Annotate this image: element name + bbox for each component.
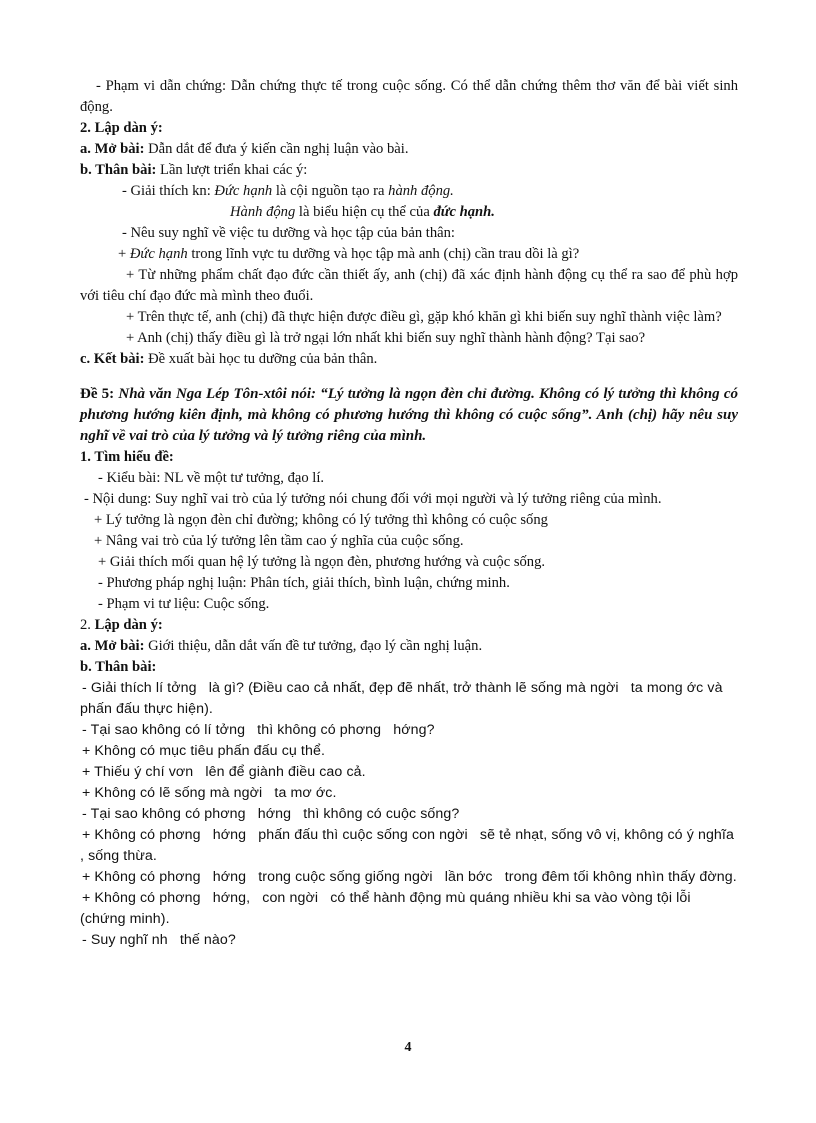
text-line: - Tại sao không có phơng hớng thì không có cuộc sống? bbox=[82, 806, 460, 822]
text-line bbox=[80, 160, 738, 181]
text-run: Đức hạnh bbox=[129, 246, 188, 262]
text-line: - Nội dung: Suy nghĩ vai trò của lý tưởng nói chung đối với mọi người và lý tưởng riêng của mình. bbox=[84, 491, 662, 507]
text-line: - Phạm vi dẫn chứng: Dẫn chứng thực tế trong cuộc sống. Có thể dẫn chứng thêm thơ văn để bài viết sinh động. bbox=[80, 78, 738, 115]
text-run: trong lĩnh vực tu dưỡng và học tập mà anh (chị) cần trau dồi là gì? bbox=[187, 246, 580, 262]
question-title bbox=[80, 384, 738, 447]
text-line bbox=[80, 636, 738, 657]
section-heading: 2. Lập dàn ý: bbox=[80, 120, 163, 136]
text-line: + Anh (chị) thấy điều gì là trở ngại lớn nhất khi biến suy nghĩ thành hành động? Tại sao? bbox=[126, 330, 646, 346]
text-run: + bbox=[118, 246, 130, 262]
label: a. Mở bài: bbox=[80, 638, 145, 654]
text-line: - Kiểu bài: NL về một tư tưởng, đạo lí. bbox=[98, 470, 325, 486]
text-line: + Từ những phẩm chất đạo đức cần thiết ấy, anh (chị) đã xác định hành động cụ thể ra sao để phù hợp với tiêu chí đạo đức mà mình theo đuổi. bbox=[80, 267, 738, 304]
label-text: Giới thiệu, dẫn dắt vấn đề tư tưởng, đạo lý cần nghị luận. bbox=[144, 638, 483, 654]
spacer bbox=[80, 370, 738, 384]
text-line: + Giải thích mối quan hệ lý tưởng là ngọn đèn, phương hướng và cuộc sống. bbox=[98, 554, 546, 570]
text-run: đức hạnh. bbox=[433, 204, 495, 220]
text-line: + Không có mục tiêu phấn đấu cụ thể. bbox=[82, 743, 325, 759]
text-line bbox=[80, 139, 738, 160]
text-run: Đức hạnh bbox=[214, 183, 273, 199]
text-run: Lập dàn ý: bbox=[94, 617, 163, 633]
text-line: + Trên thực tế, anh (chị) đã thực hiện được điều gì, gặp khó khăn gì khi biến suy nghĩ thành việc làm? bbox=[126, 309, 722, 325]
label-text: Đề xuất bài học tu dưỡng của bản thân. bbox=[144, 351, 378, 367]
text-line: + Thiếu ý chí vơn lên để giành điều cao cả. bbox=[82, 764, 366, 780]
section-heading: b. Thân bài: bbox=[80, 659, 157, 675]
page-number: 4 bbox=[404, 1040, 412, 1055]
text-line: - Nêu suy nghĩ về việc tu dưỡng và học tập của bản thân: bbox=[122, 225, 455, 241]
text-line: + Không có phơng hớng phấn đấu thì cuộc sống con ngời sẽ tẻ nhạt, sống vô vị, không có ý nghĩa , sống thừa. bbox=[80, 827, 739, 864]
label-text: Lần lượt triển khai các ý: bbox=[156, 162, 308, 178]
text-run: hành động. bbox=[388, 183, 454, 199]
text-line: + Không có phơng hớng, con ngời có thể hành động mù quáng nhiều khi sa vào vòng tội lỗi (chứng minh). bbox=[80, 890, 695, 927]
text-line bbox=[80, 615, 738, 636]
label: c. Kết bài: bbox=[80, 351, 145, 367]
text-line: - Tại sao không có lí tởng thì không có phơng hớng? bbox=[82, 722, 435, 738]
text-line bbox=[80, 181, 738, 202]
text-line: - Giải thích lí tởng là gì? (Điều cao cả nhất, đẹp đẽ nhất, trở thành lẽ sống mà ngời ta mong ớc và phấn đấu thực hiện). bbox=[80, 680, 727, 717]
question-text: Nhà văn Nga Lép Tôn-xtôi nói: “Lý tưởng là ngọn đèn chỉ đường. Không có lý tưởng thì không có phương hướng kiên định, mà không có phương hướng thì không có cuộc sống”. Anh (chị) hãy nêu suy nghĩ về vai trò của lý tưởng và lý tưởng riêng của mình. bbox=[80, 386, 738, 444]
label: a. Mở bài: bbox=[80, 141, 145, 157]
label: b. Thân bài: bbox=[80, 162, 157, 178]
text-line bbox=[80, 349, 738, 370]
text-run: 2. bbox=[80, 617, 95, 633]
question-label: Đề 5: bbox=[80, 386, 115, 402]
text-run: - Giải thích kn: bbox=[122, 183, 215, 199]
document-body bbox=[80, 76, 738, 951]
text-line: + Lý tưởng là ngọn đèn chỉ đường; không có lý tưởng thì không có cuộc sống bbox=[94, 512, 548, 528]
text-line: - Phương pháp nghị luận: Phân tích, giải thích, bình luận, chứng minh. bbox=[98, 575, 510, 591]
text-run: là cội nguồn tạo ra bbox=[272, 183, 389, 199]
text-line bbox=[80, 202, 738, 223]
text-line: - Phạm vi tư liệu: Cuộc sống. bbox=[98, 596, 270, 612]
text-run: Hành động bbox=[230, 204, 296, 220]
text-line: + Nâng vai trò của lý tưởng lên tầm cao ý nghĩa của cuộc sống. bbox=[94, 533, 464, 549]
section-heading: 1. Tìm hiểu đề: bbox=[80, 449, 174, 465]
text-run: là biểu hiện cụ thể của bbox=[295, 204, 434, 220]
text-line: - Suy nghĩ nh thế nào? bbox=[82, 932, 236, 948]
label-text: Dẫn dắt để đưa ý kiến cần nghị luận vào bài. bbox=[144, 141, 409, 157]
text-line bbox=[80, 244, 738, 265]
text-line: + Không có lẽ sống mà ngời ta mơ ớc. bbox=[82, 785, 337, 801]
text-line: + Không có phơng hớng trong cuộc sống giống ngời lần bớc trong đêm tối không nhìn thấy đờng. bbox=[82, 869, 737, 885]
